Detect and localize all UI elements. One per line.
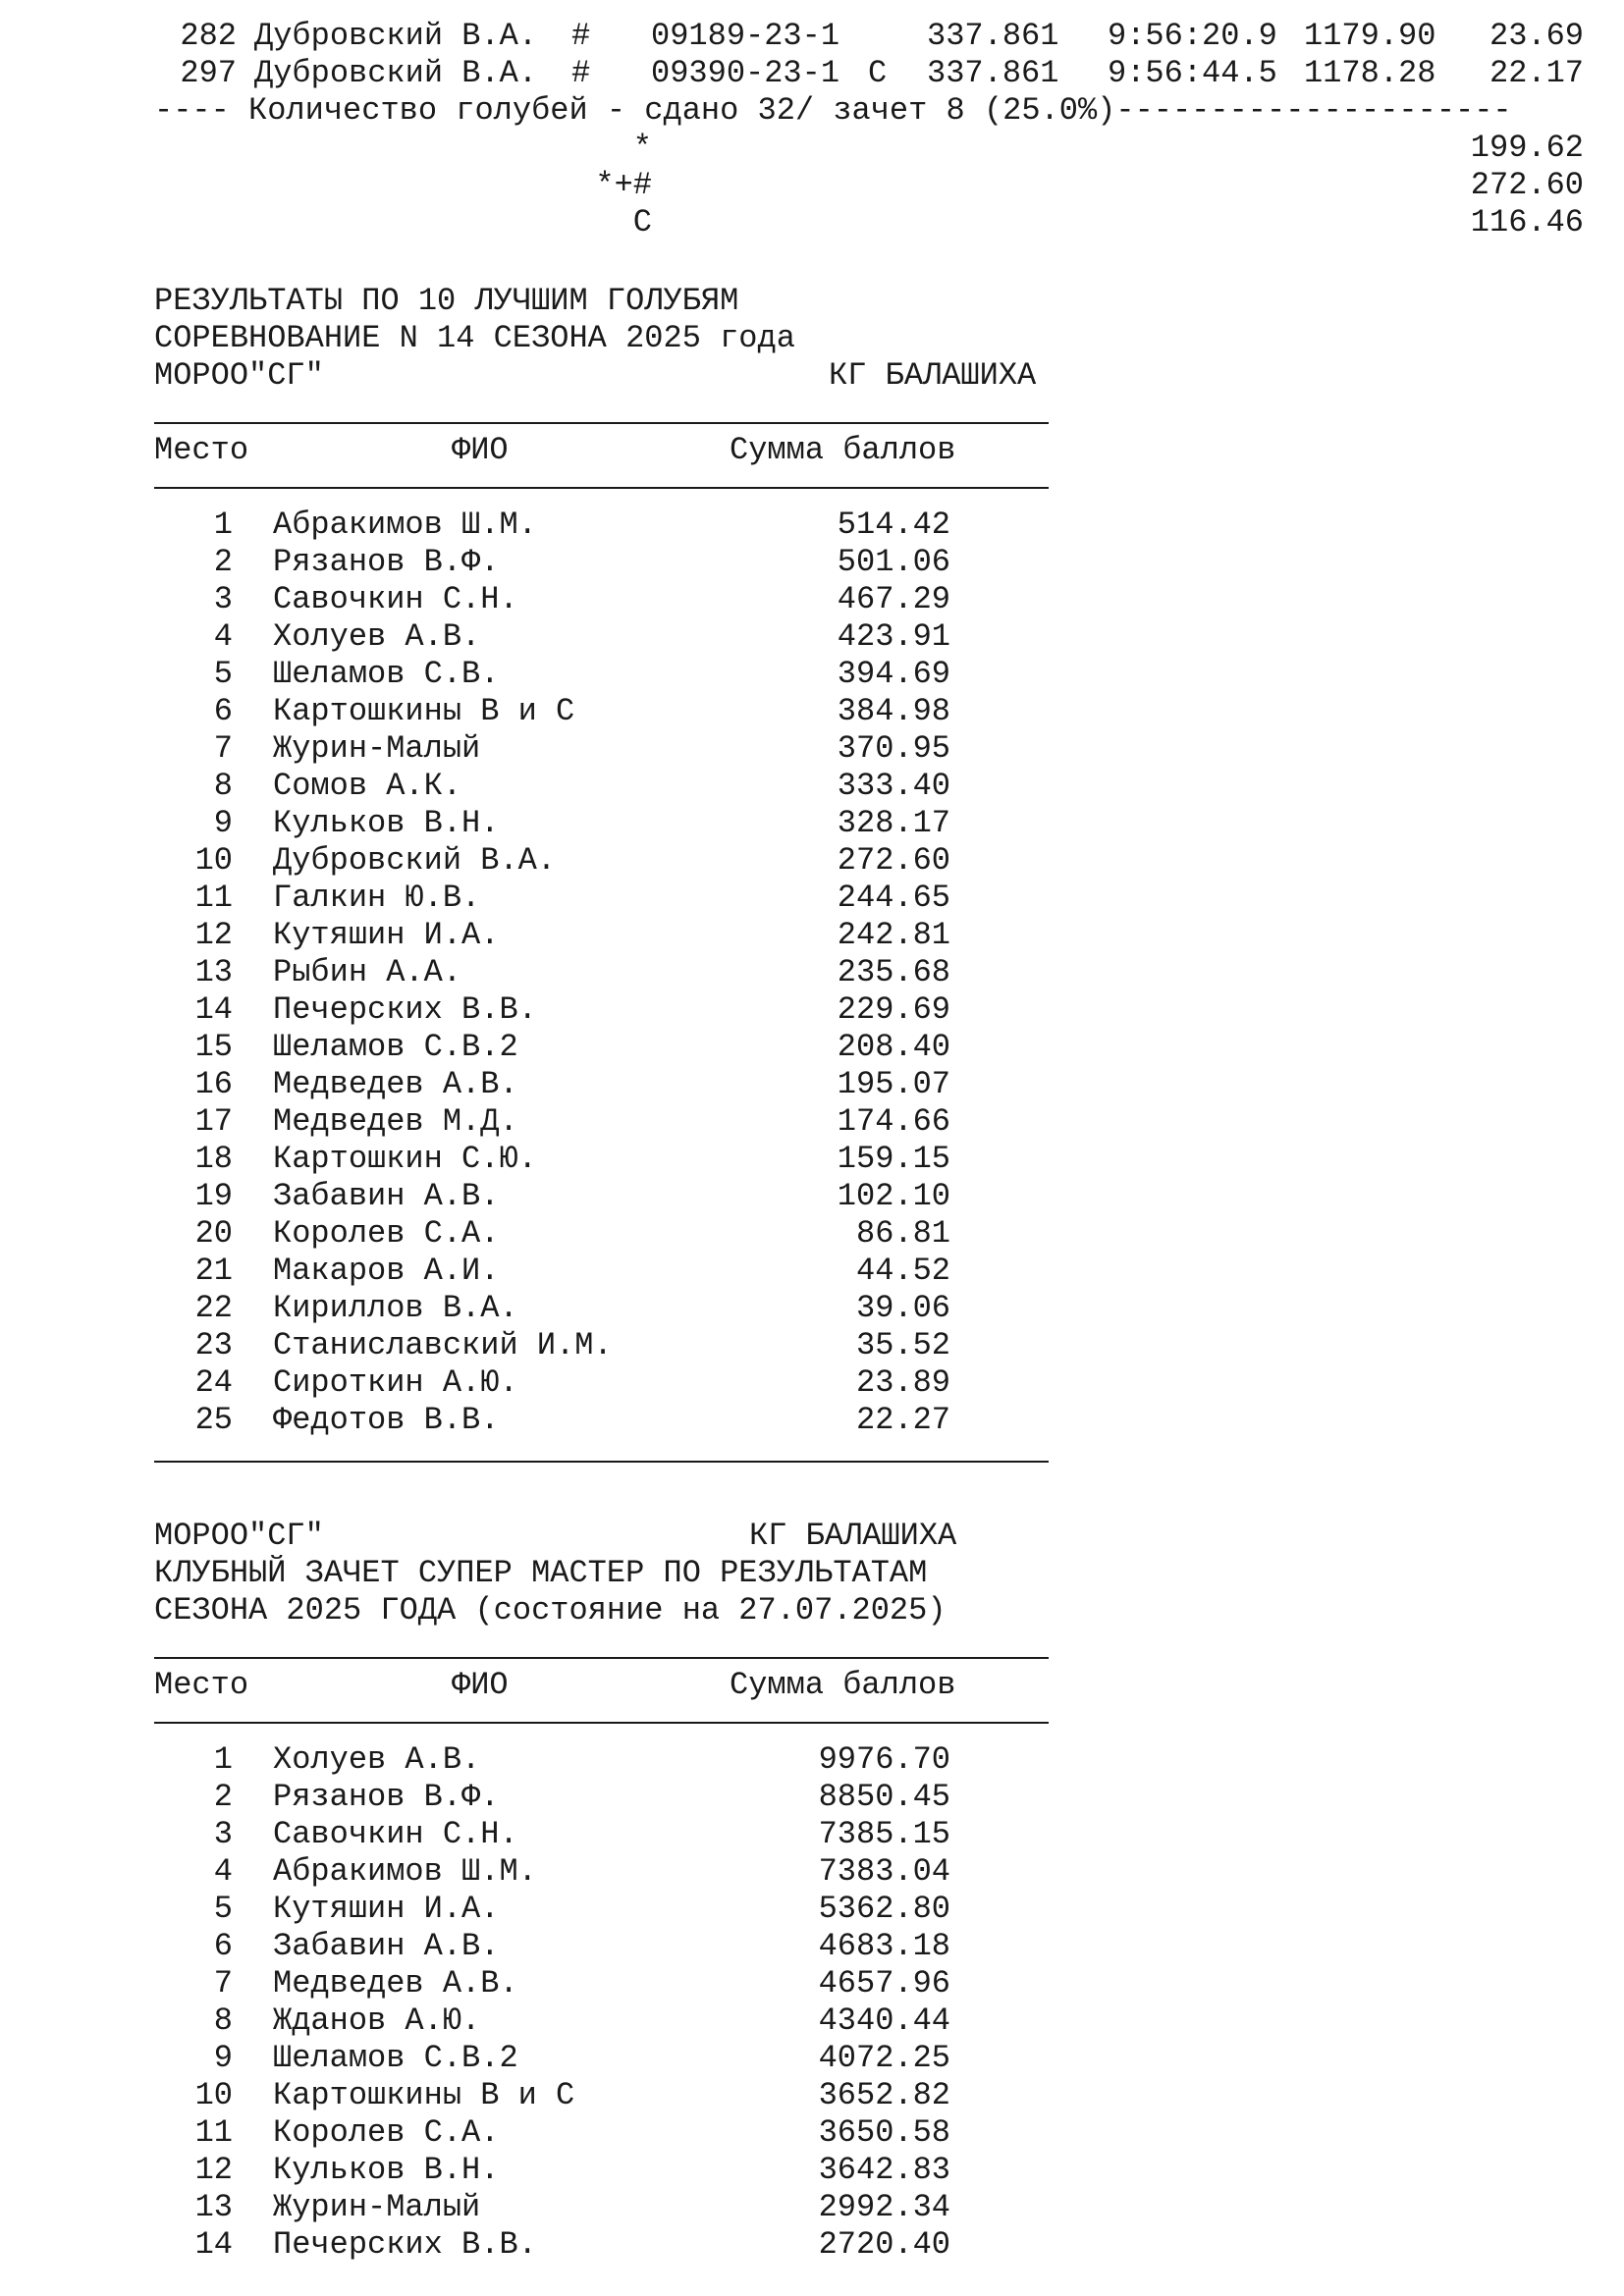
table-row-name: Абракимов Ш.М. <box>273 507 537 543</box>
table-row-place: 7 <box>213 730 233 767</box>
total-symbol: *+# <box>595 167 652 203</box>
table-row-name: Дубровский В.А. <box>273 842 557 879</box>
table-row-score: 22.27 <box>855 1402 950 1438</box>
table-row-name: Забавин А.В. <box>273 1928 500 1964</box>
table-row-place: 5 <box>213 656 233 692</box>
table-row-place: 6 <box>213 1928 233 1964</box>
table-row-place: 23 <box>194 1327 233 1363</box>
table-row-score: 370.95 <box>837 730 950 767</box>
table-row-name: Абракимов Ш.М. <box>273 1853 537 1890</box>
table-row-place: 11 <box>194 880 233 916</box>
column-header-score: Сумма баллов <box>730 1667 956 1703</box>
table-row-name: Шеламов С.В. <box>273 656 500 692</box>
table-row-score: 501.06 <box>837 544 950 580</box>
race-summary-line: ---- Количество голубей - сдано 32/ зачет 8 (25.0%)--------------------- <box>154 92 1512 129</box>
total-value: 116.46 <box>1470 204 1584 240</box>
table-row-name: Журин-Малый <box>273 730 481 767</box>
column-header-score: Сумма баллов <box>730 432 956 468</box>
table-row-score: 423.91 <box>837 618 950 655</box>
table-row-place: 14 <box>194 991 233 1028</box>
table-row-name: Сироткин А.Ю. <box>273 1364 518 1401</box>
table-row-place: 9 <box>213 805 233 841</box>
table-row-name: Станиславский И.М. <box>273 1327 613 1363</box>
table-row-name: Сомов А.К. <box>273 768 462 804</box>
table-row-name: Кутяшин И.А. <box>273 1891 500 1927</box>
race-row-speed: 1178.28 <box>1304 55 1436 91</box>
table-row-score: 514.42 <box>837 507 950 543</box>
table-row-name: Шеламов С.В.2 <box>273 1029 518 1065</box>
table-header-rule <box>154 1722 1049 1724</box>
table-row-name: Королев С.А. <box>273 1215 500 1252</box>
table-row-score: 333.40 <box>837 768 950 804</box>
table-row-score: 159.15 <box>837 1141 950 1177</box>
table-row-place: 15 <box>194 1029 233 1065</box>
race-row-number: 297 <box>180 55 237 91</box>
table-header-rule <box>154 487 1049 489</box>
table-row-score: 44.52 <box>855 1253 950 1289</box>
table-row-name: Холуев А.В. <box>273 618 481 655</box>
table-row-score: 3652.82 <box>818 2077 950 2113</box>
total-value: 272.60 <box>1470 167 1584 203</box>
table-row-score: 328.17 <box>837 805 950 841</box>
race-row-mark: C <box>868 55 888 91</box>
table-row-name: Федотов В.В. <box>273 1402 500 1438</box>
section2-org: МОРОО"СГ" <box>154 1518 324 1554</box>
table-row-score: 384.98 <box>837 693 950 729</box>
table-row-place: 10 <box>194 2077 233 2113</box>
table-top-rule <box>154 1657 1049 1659</box>
column-header-place: Место <box>154 1667 249 1703</box>
table-row-place: 3 <box>213 1816 233 1852</box>
table-row-place: 10 <box>194 842 233 879</box>
race-row-name: Дубровский В.А. <box>254 55 538 91</box>
race-row-points: 23.69 <box>1489 18 1584 54</box>
table-row-place: 21 <box>194 1253 233 1289</box>
table-row-name: Забавин А.В. <box>273 1178 500 1214</box>
table-top-rule <box>154 422 1049 424</box>
table-row-place: 4 <box>213 618 233 655</box>
column-header-name: ФИО <box>452 432 509 468</box>
table-row-score: 244.65 <box>837 880 950 916</box>
race-row-distance: 337.861 <box>927 55 1059 91</box>
race-row-ring: 09390-23-1 <box>651 55 840 91</box>
table-row-name: Кутяшин И.А. <box>273 917 500 953</box>
total-symbol: * <box>632 130 652 166</box>
total-value: 199.62 <box>1470 130 1584 166</box>
table-row-name: Жданов А.Ю. <box>273 2002 481 2039</box>
table-row-score: 9976.70 <box>818 1741 950 1778</box>
section1-subtitle: СОРЕВНОВАНИЕ N 14 СЕЗОНА 2025 года <box>154 320 795 356</box>
table-row-name: Савочкин С.Н. <box>273 1816 518 1852</box>
table-row-score: 394.69 <box>837 656 950 692</box>
table-row-score: 5362.80 <box>818 1891 950 1927</box>
table-row-place: 13 <box>194 954 233 990</box>
section1-org: МОРОО"СГ" <box>154 357 324 394</box>
column-header-place: Место <box>154 432 249 468</box>
table-row-name: Кульков В.Н. <box>273 2152 500 2188</box>
race-row-time: 9:56:44.5 <box>1108 55 1277 91</box>
table-row-score: 102.10 <box>837 1178 950 1214</box>
table-row-score: 229.69 <box>837 991 950 1028</box>
table-row-name: Галкин Ю.В. <box>273 880 481 916</box>
section2-title: КЛУБНЫЙ ЗАЧЕТ СУПЕР МАСТЕР ПО РЕЗУЛЬТАТАМ <box>154 1555 928 1591</box>
table-row-place: 13 <box>194 2189 233 2225</box>
table-row-score: 35.52 <box>855 1327 950 1363</box>
table-row-place: 1 <box>213 1741 233 1778</box>
section2-club: КГ БАЛАШИХА <box>749 1518 957 1554</box>
race-row-distance: 337.861 <box>927 18 1059 54</box>
race-row-flag: # <box>571 55 591 91</box>
race-row-time: 9:56:20.9 <box>1108 18 1277 54</box>
table-row-place: 5 <box>213 1891 233 1927</box>
table-row-place: 8 <box>213 768 233 804</box>
table-row-place: 12 <box>194 2152 233 2188</box>
table-row-place: 2 <box>213 544 233 580</box>
table-row-name: Печерских В.В. <box>273 2226 537 2263</box>
table-row-name: Шеламов С.В.2 <box>273 2040 518 2076</box>
race-row-points: 22.17 <box>1489 55 1584 91</box>
table-row-name: Макаров А.И. <box>273 1253 500 1289</box>
table-row-score: 3642.83 <box>818 2152 950 2188</box>
table-row-score: 4072.25 <box>818 2040 950 2076</box>
table-row-name: Савочкин С.Н. <box>273 581 518 617</box>
table-row-score: 3650.58 <box>818 2114 950 2151</box>
table-row-name: Медведев А.В. <box>273 1965 518 2002</box>
table-row-name: Рязанов В.Ф. <box>273 544 500 580</box>
table-row-score: 467.29 <box>837 581 950 617</box>
table-row-score: 23.89 <box>855 1364 950 1401</box>
race-row-flag: # <box>571 18 591 54</box>
table-row-place: 17 <box>194 1103 233 1140</box>
race-row-speed: 1179.90 <box>1304 18 1436 54</box>
table-row-score: 235.68 <box>837 954 950 990</box>
table-row-score: 208.40 <box>837 1029 950 1065</box>
table-row-name: Кириллов В.А. <box>273 1290 518 1326</box>
column-header-name: ФИО <box>452 1667 509 1703</box>
table-row-score: 7383.04 <box>818 1853 950 1890</box>
table-row-score: 7385.15 <box>818 1816 950 1852</box>
table-row-place: 4 <box>213 1853 233 1890</box>
table-row-score: 39.06 <box>855 1290 950 1326</box>
table-row-place: 8 <box>213 2002 233 2039</box>
table-row-place: 20 <box>194 1215 233 1252</box>
table-row-score: 2720.40 <box>818 2226 950 2263</box>
table-row-name: Рязанов В.Ф. <box>273 1779 500 1815</box>
table-row-score: 195.07 <box>837 1066 950 1102</box>
table-row-score: 4657.96 <box>818 1965 950 2002</box>
total-symbol: C <box>632 204 652 240</box>
table-row-name: Журин-Малый <box>273 2189 481 2225</box>
table-row-place: 19 <box>194 1178 233 1214</box>
race-row-ring: 09189-23-1 <box>651 18 840 54</box>
table-row-place: 12 <box>194 917 233 953</box>
race-row-number: 282 <box>180 18 237 54</box>
table-row-name: Картошкины В и С <box>273 2077 575 2113</box>
table-row-name: Картошкины В и С <box>273 693 575 729</box>
table-row-score: 8850.45 <box>818 1779 950 1815</box>
table-bottom-rule <box>154 1461 1049 1463</box>
table-row-place: 6 <box>213 693 233 729</box>
section1-title: РЕЗУЛЬТАТЫ ПО 10 ЛУЧШИМ ГОЛУБЯМ <box>154 283 739 319</box>
table-row-name: Медведев М.Д. <box>273 1103 518 1140</box>
table-row-score: 272.60 <box>837 842 950 879</box>
table-row-place: 2 <box>213 1779 233 1815</box>
table-row-name: Печерских В.В. <box>273 991 537 1028</box>
section2-subtitle: СЕЗОНА 2025 ГОДА (состояние на 27.07.2025) <box>154 1592 947 1629</box>
table-row-place: 16 <box>194 1066 233 1102</box>
table-row-place: 18 <box>194 1141 233 1177</box>
table-row-place: 22 <box>194 1290 233 1326</box>
table-row-name: Кульков В.Н. <box>273 805 500 841</box>
table-row-place: 9 <box>213 2040 233 2076</box>
table-row-score: 86.81 <box>855 1215 950 1252</box>
table-row-score: 174.66 <box>837 1103 950 1140</box>
table-row-place: 14 <box>194 2226 233 2263</box>
section1-club: КГ БАЛАШИХА <box>829 357 1037 394</box>
table-row-score: 4683.18 <box>818 1928 950 1964</box>
table-row-place: 25 <box>194 1402 233 1438</box>
table-row-name: Картошкин С.Ю. <box>273 1141 537 1177</box>
table-row-place: 11 <box>194 2114 233 2151</box>
table-row-score: 4340.44 <box>818 2002 950 2039</box>
table-row-place: 7 <box>213 1965 233 2002</box>
table-row-place: 1 <box>213 507 233 543</box>
table-row-score: 2992.34 <box>818 2189 950 2225</box>
table-row-place: 24 <box>194 1364 233 1401</box>
table-row-score: 242.81 <box>837 917 950 953</box>
table-row-place: 3 <box>213 581 233 617</box>
table-row-name: Холуев А.В. <box>273 1741 481 1778</box>
table-row-name: Медведев А.В. <box>273 1066 518 1102</box>
table-row-name: Королев С.А. <box>273 2114 500 2151</box>
race-row-name: Дубровский В.А. <box>254 18 538 54</box>
table-row-name: Рыбин А.А. <box>273 954 462 990</box>
